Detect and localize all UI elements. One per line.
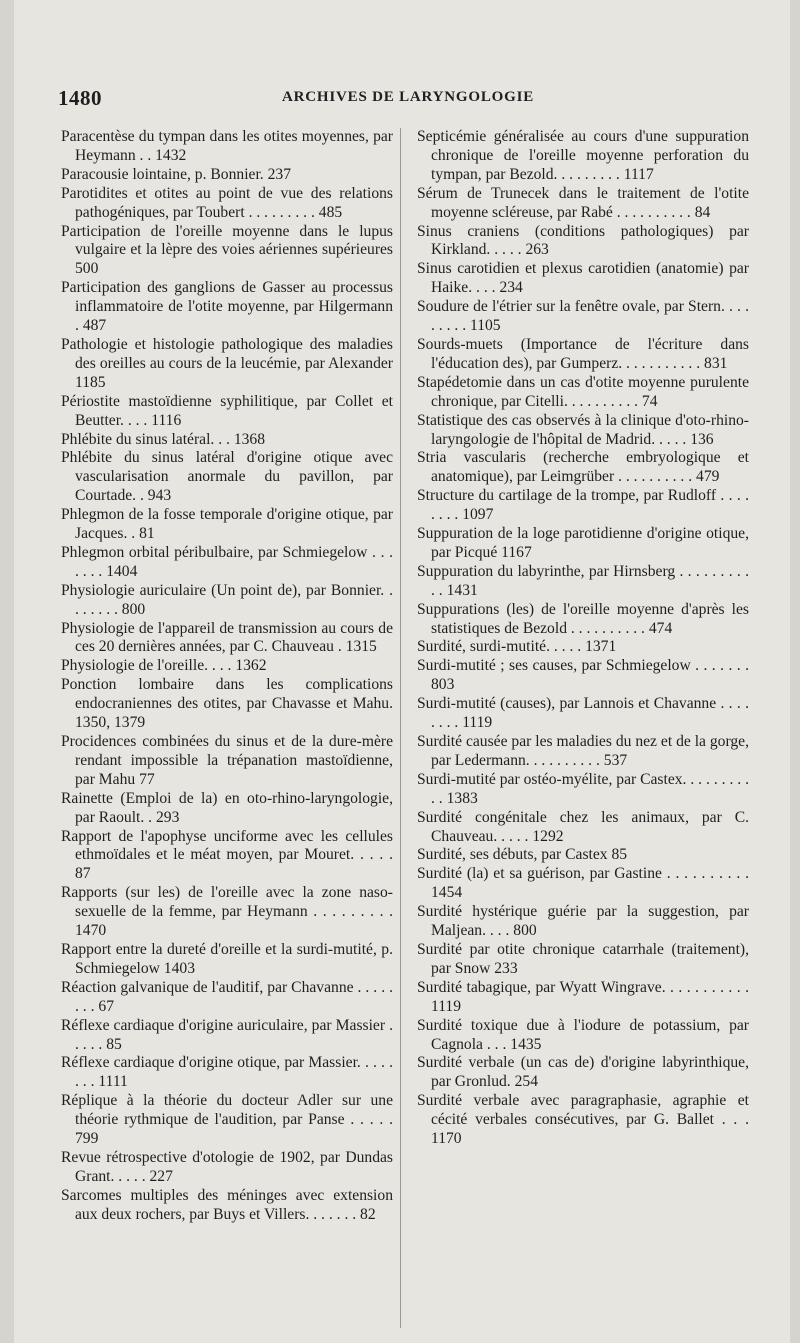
index-entry (61, 1017, 393, 1055)
index-entry (61, 1092, 393, 1149)
index-entry (417, 809, 749, 847)
index-entry (417, 903, 749, 941)
entry-page-number: 803 (431, 676, 455, 694)
entry-page-number: 800 (121, 600, 146, 618)
entry-page-number: 67 (98, 997, 114, 1015)
index-entry (61, 1054, 393, 1092)
entry-title: Surdité tabagique, par Wyatt Wingrave. . . . . . . . . . . (417, 978, 749, 996)
running-title: ARCHIVES DE LARYNGOLOGIE (282, 89, 535, 105)
index-entry (417, 260, 749, 298)
index-entry (61, 620, 393, 658)
entry-title: Surdité, ses débuts, par Castex (417, 846, 608, 864)
entry-title: Sinus carotidien et plexus carotidien (anatomie) par Haike. . . . (417, 260, 749, 297)
index-entry (417, 657, 749, 695)
entry-page-number: 1315 (345, 638, 377, 656)
index-entry (61, 431, 393, 450)
entry-title: Suppurations (les) de l'oreille moyenne d'après les statistiques de Bezold . . . . . . . . . . (417, 600, 749, 637)
entry-page-number: 1470 (75, 922, 107, 940)
entry-page-number: 1362 (235, 657, 267, 675)
entry-page-number: 81 (139, 525, 155, 543)
entry-title: Réaction galvanique de l'auditif, par Chavanne . . . . . . . . (61, 978, 393, 1015)
index-entry (417, 298, 749, 336)
entry-title: Surdité hystérique guérie par la suggestion, par Maljean. . . . (417, 903, 749, 940)
entry-title: Phlegmon orbital péribulbaire, par Schmiegelow . . . . . . . (61, 543, 393, 580)
entry-title: Pathologie et histologie pathologique des maladies des oreilles au cours de la leucémie, par Alexander (61, 335, 393, 372)
entry-page-number: 474 (648, 619, 673, 637)
index-entry (417, 525, 749, 563)
index-entry (61, 223, 393, 280)
index-entry (61, 979, 393, 1017)
entry-title: Sérum de Trunecek dans le traitement de l'otite moyenne scléreuse, par Rabé . . . . . . . . . . (417, 184, 749, 221)
entry-page-number: 1111 (98, 1073, 128, 1091)
index-entry (61, 790, 393, 828)
index-entry (61, 657, 393, 676)
entry-page-number: 1383 (446, 789, 478, 807)
index-entry (61, 185, 393, 223)
entry-title: Surdité, surdi-mutité. . . . . (417, 638, 582, 656)
index-entry (417, 223, 749, 261)
index-entry (417, 1092, 749, 1149)
entry-title: Physiologie auriculaire (Un point de), par Bonnier. . . . . . . . (61, 581, 393, 618)
entry-page-number: 479 (696, 468, 720, 486)
entry-title: Périostite mastoïdienne syphilitique, par Collet et Beutter. . . . (61, 392, 393, 429)
entry-title: Surdité causée par les maladies du nez et de la gorge, par Ledermann. . . . . . . . . . (417, 733, 749, 769)
index-entry (61, 449, 393, 506)
index-entry (417, 1054, 749, 1092)
entry-title: Physiologie de l'oreille. . . . (61, 657, 232, 675)
entry-title: Surdité toxique due à l'iodure de potassium, par Cagnola . . . (417, 1016, 749, 1053)
entry-title: Réflexe cardiaque d'origine auriculaire, par Massier . . . . . (61, 1016, 393, 1053)
index-entry (61, 128, 393, 166)
entry-title: Surdi-mutité ; ses causes, par Schmiegelow . . . . . . . (417, 657, 749, 675)
entry-title: Rapport de l'apophyse unciforme avec les cellules ethmoïdales et le méat moyen, par Mouret. . . . . (61, 827, 393, 864)
entry-page-number: 1368 (233, 430, 265, 448)
entry-title: Surdité (la) et sa guérison, par Gastine . . . . . . . . . . (417, 865, 749, 883)
entry-page-number: 1454 (431, 884, 463, 902)
column-divider (400, 128, 401, 1328)
entry-page-number: 85 (106, 1035, 122, 1053)
entry-title: Phlébite du sinus latéral. . . (61, 430, 230, 448)
index-entry (61, 336, 393, 393)
entry-page-number: 1119 (462, 714, 493, 732)
entry-title: Suppuration du labyrinthe, par Hirnsberg . . . . . . . . . . . (417, 562, 749, 599)
entry-page-number: 1185 (75, 373, 106, 391)
index-entry (61, 941, 393, 979)
entry-title: Phlébite du sinus latéral d'origine otique avec vascularisation anormale du pavillon, par Courtade. . (61, 449, 393, 505)
entry-title: Surdité verbale (un cas de) d'origine labyrinthique, par Gronlud. (417, 1054, 749, 1091)
entry-title: Structure du cartilage de la trompe, par Rudloff . . . . . . . . (417, 487, 749, 524)
entry-page-number: 1117 (623, 165, 654, 183)
entry-page-number: 237 (267, 165, 291, 183)
entry-title: Rainette (Emploi de la) en oto-rhino-laryngologie, par Raoult. . (61, 789, 393, 826)
entry-page-number: 85 (611, 846, 628, 864)
entry-page-number: 82 (360, 1205, 376, 1223)
entry-page-number: 799 (75, 1130, 99, 1148)
entry-page-number: 234 (499, 279, 523, 297)
entry-title: Surdité par otite chronique catarrhale (traitement), par Snow (417, 940, 749, 977)
index-entry (417, 638, 749, 657)
index-entry (417, 487, 749, 525)
entry-page-number: 1350, 1379 (75, 714, 146, 732)
index-entry (61, 676, 393, 733)
entry-page-number: 1167 (501, 543, 532, 561)
page-header (14, 86, 790, 116)
entry-page-number: 831 (704, 354, 728, 372)
index-entry (417, 865, 749, 903)
entry-title: Réplique à la théorie du docteur Adler sur une théorie rythmique de l'audition, par Panse . . . . . (61, 1092, 393, 1129)
entry-title: Paracousie lointaine, p. Bonnier. (61, 165, 264, 183)
entry-page-number: 136 (690, 430, 714, 448)
entry-page-number: 1371 (585, 638, 617, 656)
entry-page-number: 537 (603, 751, 628, 769)
entry-title: Physiologie de l'appareil de transmission au cours de ces 20 dernières années, par C. Chauveau . (61, 619, 393, 656)
entry-title: Réflexe cardiaque d'origine otique, par Massier. . . . . . . . (61, 1054, 393, 1091)
index-entry (61, 393, 393, 431)
entry-page-number: 87 (75, 865, 91, 883)
entry-title: Suppuration de la loge parotidienne d'origine otique, par Picqué (417, 525, 749, 561)
entry-title: Sinus craniens (conditions pathologiques) par Kirkland. . . . . (417, 222, 749, 259)
index-entry (61, 582, 393, 620)
entry-page-number: 1170 (431, 1130, 462, 1148)
entry-page-number: 84 (694, 203, 711, 221)
entry-page-number: 487 (82, 317, 107, 335)
entry-title: Participation des ganglions de Gasser au processus inflammatoire de l'otite moyenne, par Hilgermann . (61, 279, 393, 335)
entry-title: Surdi-mutité (causes), par Lannois et Chavanne . . . . . . . . (417, 695, 749, 732)
entry-title: Surdi-mutité par ostéo-myélite, par Castex. . . . . . . . . . . (417, 770, 749, 807)
entry-page-number: 263 (525, 241, 549, 259)
entry-page-number: 485 (318, 203, 343, 221)
entry-page-number: 1431 (446, 581, 478, 599)
entry-title: Rapports (sur les) de l'oreille avec la zone naso-sexuelle de la femme, par Heymann . . . . . . . . . (61, 884, 393, 921)
index-entry (61, 884, 393, 941)
entry-page-number: 1097 (462, 506, 494, 524)
entry-title: Soudure de l'étrier sur la fenêtre ovale, par Stern. . . . . . . . . (417, 298, 749, 335)
index-entry (417, 979, 749, 1017)
index-entry (417, 846, 749, 865)
index-entry (61, 506, 393, 544)
right-index-column (417, 128, 749, 1149)
entry-title: Paracentèse du tympan dans les otites moyennes, par Heymann . . (61, 128, 393, 164)
entry-title: Surdité verbale avec paragraphasie, agraphie et cécité verbales consécutives, par G. Ballet . . . (417, 1092, 749, 1129)
index-entry (61, 166, 393, 185)
index-entry (61, 828, 393, 885)
entry-page-number: 293 (156, 808, 180, 826)
entry-page-number: 1105 (470, 317, 501, 335)
entry-title: Rapport entre la dureté d'oreille et la surdi-mutité, p. Schmiegelow (61, 940, 393, 977)
entry-title: Surdité congénitale chez les animaux, par C. Chauveau. . . . . (417, 808, 749, 845)
index-entry (61, 1187, 393, 1225)
index-entry (417, 128, 749, 185)
entry-page-number: 1116 (151, 411, 182, 429)
entry-title: Stapédetomie dans un cas d'otite moyenne purulente chronique, par Citelli. . . . . . . . . . (417, 373, 749, 410)
index-entry (417, 695, 749, 733)
index-entry (417, 449, 749, 487)
entry-page-number: 77 (139, 770, 155, 788)
index-entry (417, 563, 749, 601)
entry-title: Parotidites et otites au point de vue des relations pathogéniques, par Toubert . . . . . . . . . (61, 184, 393, 221)
entry-page-number: 1119 (431, 997, 462, 1015)
index-entry (417, 601, 749, 639)
entry-title: Statistique des cas observés à la clinique d'oto-rhino-laryngologie de l'hôpital de Madrid. . . . . (417, 411, 749, 448)
entry-page-number: 800 (513, 922, 537, 940)
entry-page-number: 1435 (510, 1035, 542, 1053)
entry-title: Ponction lombaire dans les complications endocraniennes des otites, par Chavasse et Mahu. (61, 676, 393, 713)
entry-page-number: 233 (494, 959, 518, 977)
entry-title: Phlegmon de la fosse temporale d'origine otique, par Jacques. . (61, 506, 393, 543)
entry-title: Sarcomes multiples des méninges avec extension aux deux rochers, par Buys et Villers. . . . . . . (61, 1186, 393, 1223)
entry-title: Revue rétrospective d'otologie de 1902, par Dundas Grant. . . . . (61, 1148, 393, 1185)
entry-page-number: 1404 (106, 562, 138, 580)
entry-page-number: 943 (147, 487, 172, 505)
index-entry (417, 1017, 749, 1055)
entry-title: Stria vascularis (recherche embryologique et anatomique), par Leimgrüber . . . . . . . . . . (417, 449, 749, 486)
index-entry (417, 336, 749, 374)
entry-page-number: 74 (641, 392, 658, 410)
entry-title: Participation de l'oreille moyenne dans le lupus vulgaire et la lèpre des voies aériennes supérieures (61, 222, 393, 259)
index-entry (417, 733, 749, 771)
index-entry (417, 185, 749, 223)
entry-page-number: 254 (514, 1073, 538, 1091)
entry-page-number: 500 (75, 260, 99, 278)
entry-title: Septicémie généralisée au cours d'une suppuration chronique de l'oreille moyenne perforation du tympan, par Bezold. . . . . . . . . (417, 128, 749, 183)
index-entry (417, 941, 749, 979)
index-entry (61, 1149, 393, 1187)
entry-title: Sourds-muets (Importance de l'écriture dans l'éducation des), par Gumperz. . . . . . . . . . . (417, 335, 749, 372)
index-entry (61, 733, 393, 790)
entry-page-number: 1403 (163, 959, 195, 977)
entry-page-number: 1432 (155, 146, 187, 164)
index-entry (417, 412, 749, 450)
page-number: 1480 (58, 86, 102, 110)
index-entry (417, 771, 749, 809)
index-entry (417, 374, 749, 412)
left-index-column (61, 128, 393, 1225)
index-entry (61, 544, 393, 582)
entry-page-number: 1292 (532, 827, 564, 845)
entry-page-number: 227 (149, 1167, 173, 1185)
index-entry (61, 279, 393, 336)
page-sheet (14, 0, 790, 1343)
entry-title: Procidences combinées du sinus et de la dure-mère rendant impossible la trépanation mastoïdienne, par Mahu (61, 733, 393, 788)
